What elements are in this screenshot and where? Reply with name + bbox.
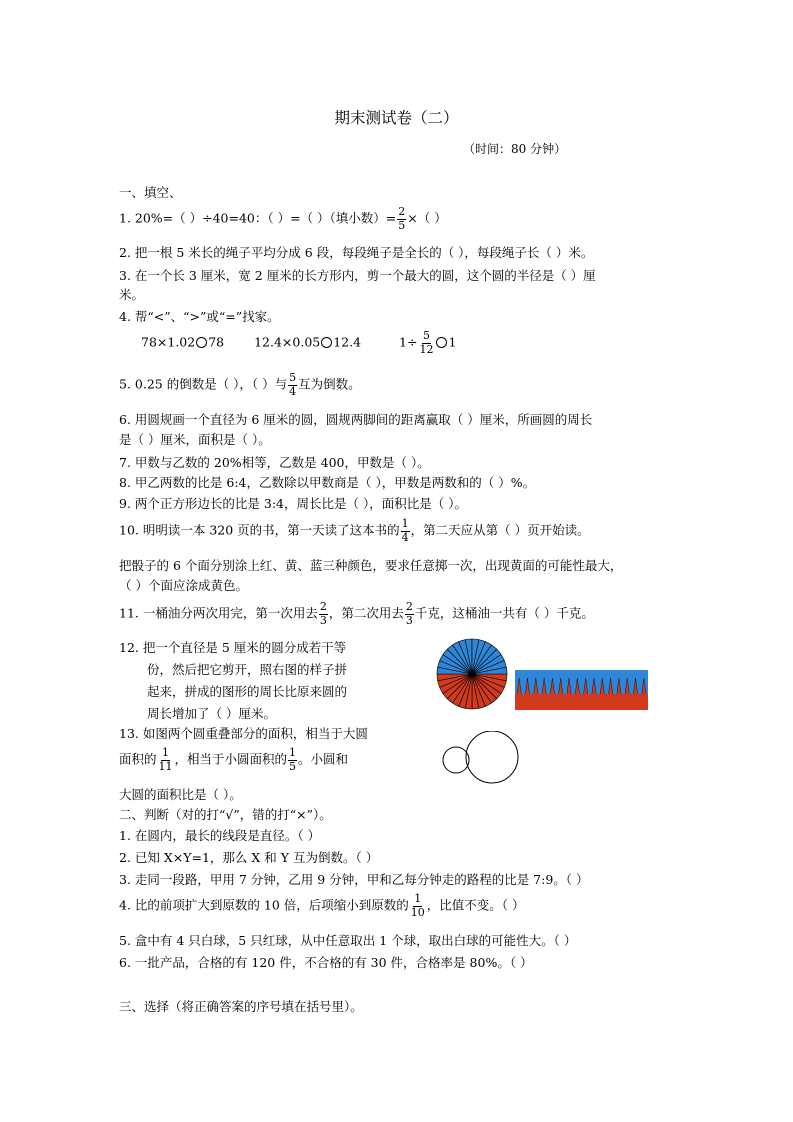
question-12-line-4: 周长增加了（ ）厘米。 — [147, 706, 276, 721]
question-6-cont: 是（ ）厘米，面积是（ ）。 — [119, 432, 271, 447]
page-title: 期末测试卷（二） — [334, 109, 459, 127]
fraction: $\frac{1}{10}$ — [410, 892, 425, 919]
question-3-cont: 米。 — [119, 287, 145, 302]
question-9: 9. 两个正方形边长的比是 3:4，周长比是（ ），面积比是（ ）。 — [119, 496, 467, 511]
question-11: 11. 一桶油分两次用完，第一次用去 $\frac{2}{3}$ ，第二次用去 $\frac{2}{3}$ 千克，这桶油一共有（ ）千克。 — [119, 600, 594, 627]
question-13-cont-2: 大圆的面积比是（ ）。 — [119, 787, 242, 802]
fraction: $\frac{5}{12}$ — [419, 329, 434, 356]
fraction: $\frac{1}{5}$ — [289, 746, 297, 773]
section-judge-heading: 二、判断（对的打“√”，错的打“×”）。 — [119, 807, 332, 822]
fraction: $\frac{5}{4}$ — [289, 371, 297, 398]
large-circle — [466, 731, 518, 783]
question-7: 7. 甲数与乙数的 20%相等，乙数是 400，甲数是（ ）。 — [119, 455, 430, 470]
section-fill-heading: 一、填空、 — [119, 185, 182, 200]
judge-6: 6. 一批产品，合格的有 120 件，不合格的有 30 件，合格率是 80%。（ ） — [119, 955, 533, 970]
question-8: 8. 甲乙两数的比是 6:4，乙数除以甲数商是（ ），甲数是两数和的（ ）%。 — [119, 475, 536, 490]
question-13-cont: 面积的 $\frac{1}{11}$ ，相当于小圆面积的 $\frac{1}{5}$ 。小圆和 — [119, 746, 349, 773]
fraction: $\frac{2}{3}$ — [405, 600, 413, 627]
judge-2: 2. 已知 X×Y=1，那么 X 和 Y 互为倒数。（ ） — [119, 850, 379, 865]
question-4: 4. 帮“<”、“>”或“=”找家。 — [119, 309, 280, 324]
question-12-line-2: 份，然后把它剪开，照右图的样子拼 — [147, 662, 348, 677]
question-5: 5. 0.25 的倒数是（ ），（ ）与 $\frac{5}{4}$ 互为倒数。 — [119, 371, 361, 398]
compare-circle — [436, 337, 447, 348]
judge-5: 5. 盒中有 4 只白球，5 只红球，从中任意取出 1 个球，取出白球的可能性大。（ ） — [119, 933, 577, 948]
judge-1: 1. 在圆内，最长的线段是直径。（ ） — [119, 828, 321, 843]
fraction: $\frac{2}{5}$ — [398, 205, 406, 232]
question-1-text: 1. 20%=（ ）÷40=40：（ ）=（ ）（填小数）= — [119, 210, 397, 226]
dice-question-cont: （ ）个面应涂成黄色。 — [119, 578, 248, 593]
exam-time: （时间：80 分钟） — [463, 142, 567, 156]
judge-3: 3. 走同一段路，甲用 7 分钟，乙用 9 分钟，甲和乙每分钟走的路程的比是 7:9。（ ） — [119, 872, 589, 887]
question-1 — [119, 206, 447, 232]
question-3: 3. 在一个长 3 厘米，宽 2 厘米的长方形内，剪一个最大的圆，这个圆的半径是（ ）厘 — [119, 268, 596, 283]
fraction: $\frac{2}{3}$ — [319, 600, 327, 627]
judge-4: 4. 比的前项扩大到原数的 10 倍，后项缩小到原数的 $\frac{1}{10}$ ，比值不变。（ ） — [119, 892, 525, 919]
question-13: 13. 如图两个圆重叠部分的面积，相当于大圆 — [119, 726, 368, 741]
small-circle — [443, 747, 469, 773]
question-1-tail: ×（ ） — [407, 210, 447, 226]
overlapping-circles-figure — [441, 731, 521, 785]
question-12-line-3: 起来，拼成的图形的周长比原来圆的 — [147, 684, 348, 699]
dice-question: 把骰子的 6 个面分别涂上红、黄、蓝三种颜色，要求任意掷一次，出现黄面的可能性最大， — [119, 558, 623, 573]
sector-circle-figure — [431, 638, 513, 710]
strip-base — [515, 694, 648, 710]
compare-circle — [321, 337, 332, 348]
rearranged-strip-figure — [515, 670, 648, 710]
question-6: 6. 用圆规画一个直径为 6 厘米的圆，圆规两脚间的距离赢取（ ）厘米，所画圆的周长 — [119, 412, 593, 427]
question-4-comparisons: 78×1.02 78 12.4×0.05 12.4 1÷ $\frac{5}{12}$ 1 — [141, 329, 457, 356]
compare-circle — [196, 337, 207, 348]
section-choice-heading: 三、选择（将正确答案的序号填在括号里）。 — [119, 999, 363, 1014]
fraction: $\frac{1}{11}$ — [158, 746, 173, 773]
fraction: $\frac{1}{4}$ — [401, 517, 409, 544]
question-2: 2. 把一根 5 米长的绳子平均分成 6 段，每段绳子是全长的（ ），每段绳子长（ ）米。 — [119, 245, 594, 260]
question-12-line-1: 12. 把一个直径是 5 厘米的圆分成若干等 — [119, 640, 347, 655]
question-10: 10. 明明读一本 320 页的书，第一天读了这本书的 $\frac{1}{4}$ ，第二天应从第（ ）页开始读。 — [119, 517, 590, 544]
